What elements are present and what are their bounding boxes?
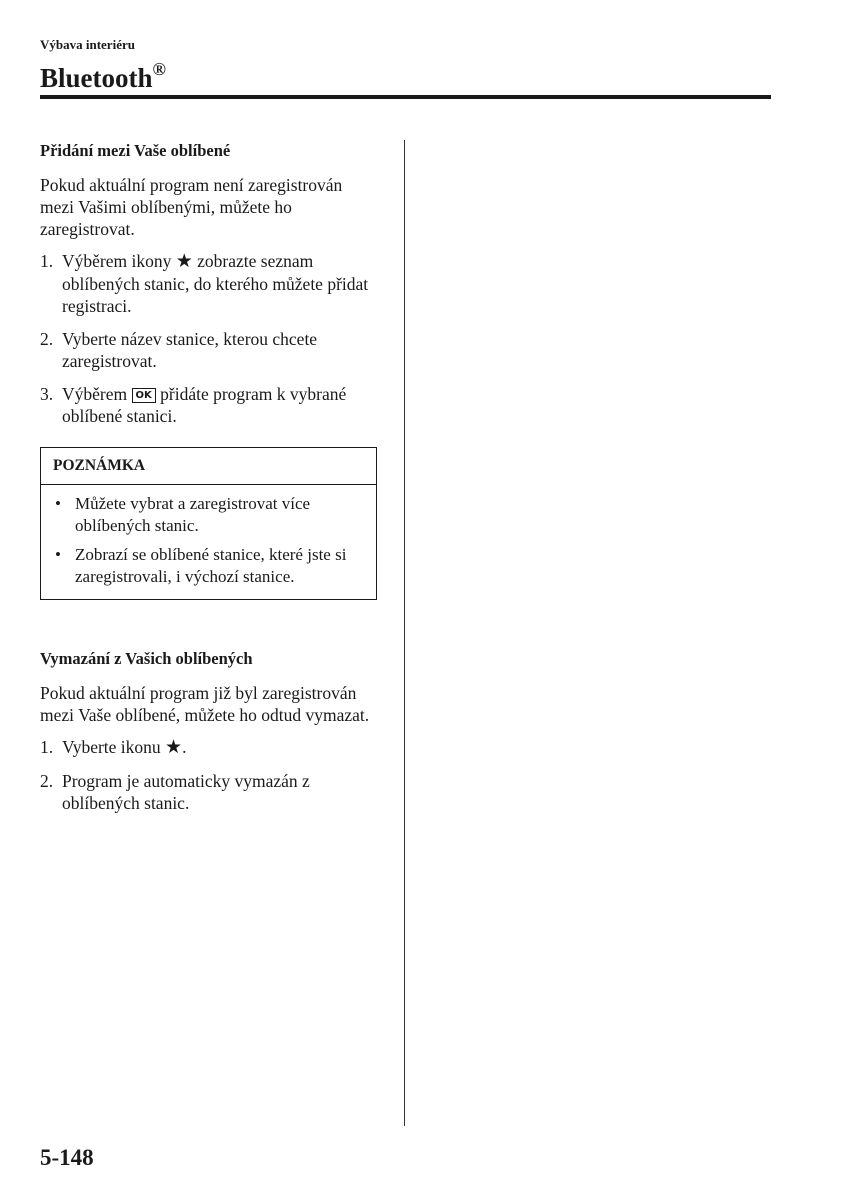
note-item-text: Zobrazí se oblíbené stanice, které jste si zaregistrovali, i výchozí stanice. (75, 545, 347, 586)
page-title (40, 54, 166, 95)
remove-favorites-heading: Vymazání z Vašich oblíbených (40, 649, 253, 668)
note-heading: POZNÁMKA (41, 448, 376, 485)
add-step-3 (40, 383, 380, 427)
step-text: Výběrem (62, 384, 128, 404)
step-text: Vyberte název stanice, kterou chcete zaregistrovat. (62, 329, 318, 371)
note-item-text: Můžete vybrat a zaregistrovat více oblíbených stanic. (75, 494, 311, 535)
star-icon: ★ (175, 251, 193, 272)
step-text: Program je automaticky vymazán z oblíbených stanic. (62, 771, 310, 813)
step-text: přidáte program k vybrané oblíbené stanici. (62, 384, 347, 426)
page-number: 5-148 (40, 1145, 94, 1170)
step-text: Výběrem ikony (62, 251, 172, 271)
add-favorites-intro: Pokud aktuální program není zaregistrován mezi Vašimi oblíbenými, můžete ho zaregistrovat. (40, 175, 343, 239)
remove-step-1 (40, 736, 380, 759)
step-text: Vyberte ikonu (62, 737, 161, 757)
star-icon: ★ (165, 737, 183, 758)
remove-favorites-steps (40, 736, 380, 814)
note-item (53, 544, 366, 588)
add-favorites-steps (40, 250, 380, 427)
column-divider (404, 140, 405, 1126)
remove-favorites-section (40, 648, 380, 825)
add-step-1 (40, 250, 380, 317)
add-favorites-section (40, 140, 380, 438)
note-box (40, 447, 377, 600)
remove-favorites-intro: Pokud aktuální program již byl zaregistrován mezi Vaše oblíbené, můžete ho odtud vymazat. (40, 683, 370, 725)
step-number: 1. (40, 251, 54, 271)
step-text: zobrazte seznam oblíbených stanic, do kterého můžete přidat registraci. (62, 251, 369, 316)
add-favorites-heading: Přidání mezi Vaše oblíbené (40, 141, 231, 160)
page-title-text: Bluetooth (40, 63, 153, 93)
step-number: 2. (40, 771, 54, 791)
ok-key-icon: OK (132, 388, 156, 403)
note-item (53, 493, 366, 537)
registered-mark: ® (152, 59, 166, 79)
step-text: . (182, 737, 187, 757)
bullet-icon: • (55, 494, 61, 513)
note-list (41, 485, 376, 588)
step-number: 3. (40, 384, 54, 404)
add-step-2 (40, 328, 380, 372)
step-number: 1. (40, 737, 54, 757)
bullet-icon: • (55, 545, 61, 564)
remove-step-2 (40, 770, 380, 814)
title-rule (40, 95, 771, 99)
section-label: Výbava interiéru (40, 37, 135, 52)
step-number: 2. (40, 329, 54, 349)
